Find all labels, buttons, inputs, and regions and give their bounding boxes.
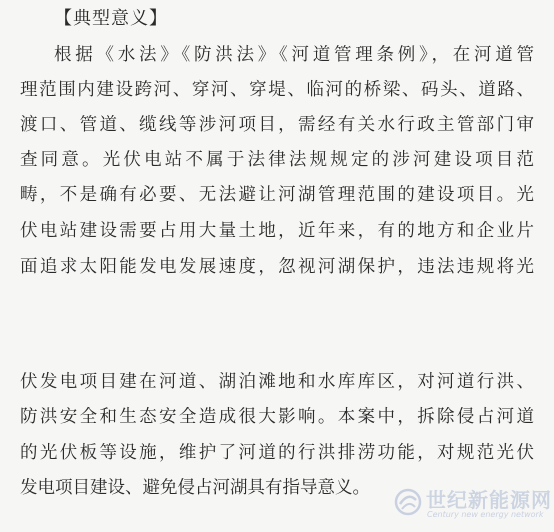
text-line: 发电项目建设、避免侵占河湖具有指导意义。 [20, 478, 370, 498]
watermark-subtitle: Century new energy network [427, 510, 544, 519]
text-line: 的光伏板等设施，维护了河道的行洪排涝功能，对规范光伏 [20, 443, 534, 463]
watermark-name: 世纪新能源网 [426, 488, 552, 512]
text-line: 渡口、管道、缆线等涉河项目，需经有关水行政主管部门审 [20, 115, 534, 135]
watermark [394, 484, 552, 524]
text-line: 面追求太阳能发电发展速度，忽视河湖保护，违法违规将光 [20, 257, 534, 277]
text-line: 伏电站建设需要占用大量土地，近年来，有的地方和企业片 [20, 221, 534, 241]
text-line: 畴，不是确有必要、无法避让河湖管理范围的建设项目。光 [20, 185, 534, 205]
text-line: 理范围内建设跨河、穿河、穿堤、临河的桥梁、码头、道路、 [20, 80, 534, 100]
text-line: 防洪安全和生态安全造成很大影响。本案中，拆除侵占河道 [20, 407, 534, 427]
watermark-logo-icon [394, 488, 422, 516]
text-line: 伏发电项目建在河道、湖泊滩地和水库库区，对河道行洪、 [20, 372, 534, 392]
text-line: 根据《水法》《防洪法》《河道管理条例》，在河道管 [54, 45, 534, 65]
text-line: 查同意。光伏电站不属于法律法规规定的涉河建设项目范 [20, 150, 534, 170]
section-title: 【典型意义】 [54, 8, 168, 29]
